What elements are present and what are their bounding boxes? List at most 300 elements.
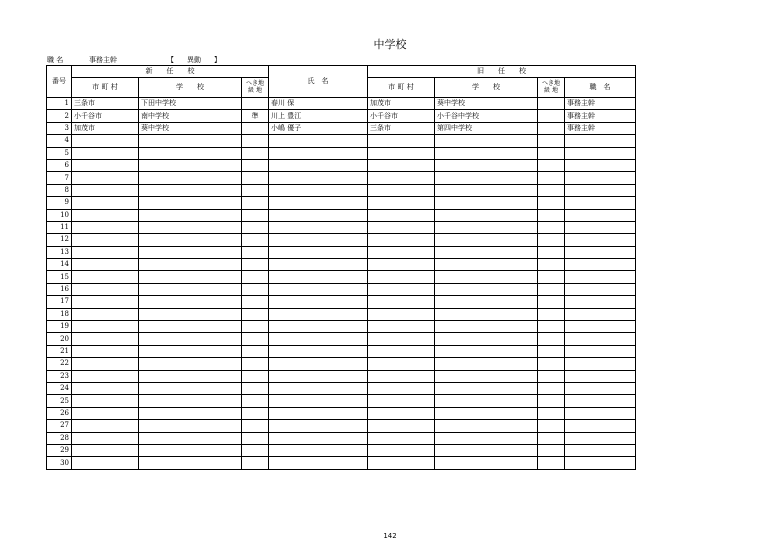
- new-school-cell: [139, 358, 242, 370]
- new-remote-cell: [242, 209, 269, 221]
- table-row: [47, 358, 636, 370]
- position-cell: 事務主幹: [565, 98, 636, 110]
- name-cell: [269, 395, 368, 407]
- row-number: 19: [47, 321, 72, 333]
- new-school-cell: [139, 172, 242, 184]
- old-remote-cell: [538, 110, 565, 122]
- position-cell: [565, 197, 636, 209]
- old-remote-cell: [538, 259, 565, 271]
- header-old-school-group: 旧 任 校: [368, 66, 636, 78]
- old-school-cell: [435, 147, 538, 159]
- name-cell: [269, 221, 368, 233]
- new-school-cell: [139, 457, 242, 469]
- old-city-cell: [368, 382, 435, 394]
- old-school-cell: [435, 271, 538, 283]
- header-number: 番号: [47, 66, 72, 98]
- new-school-cell: [139, 221, 242, 233]
- new-school-cell: [139, 197, 242, 209]
- new-school-cell: [139, 407, 242, 419]
- transfer-table: [46, 65, 636, 470]
- new-school-cell: [139, 209, 242, 221]
- position-cell: [565, 159, 636, 171]
- old-remote-cell: [538, 122, 565, 134]
- new-city-cell: [72, 296, 139, 308]
- table-row: [47, 283, 636, 295]
- table-row: [47, 246, 636, 258]
- new-remote-cell: [242, 444, 269, 456]
- new-school-cell: [139, 246, 242, 258]
- new-remote-cell: [242, 333, 269, 345]
- old-city-cell: [368, 184, 435, 196]
- position-cell: [565, 283, 636, 295]
- name-cell: 春川 保: [269, 98, 368, 110]
- new-city-cell: [72, 345, 139, 357]
- old-school-cell: [435, 246, 538, 258]
- header-new-school: 学 校: [139, 78, 242, 98]
- new-school-cell: [139, 444, 242, 456]
- position-cell: [565, 432, 636, 444]
- name-cell: [269, 234, 368, 246]
- old-school-cell: [435, 221, 538, 233]
- name-cell: [269, 358, 368, 370]
- new-city-cell: [72, 420, 139, 432]
- row-number: 28: [47, 432, 72, 444]
- old-remote-cell: [538, 358, 565, 370]
- new-remote-cell: 準: [242, 110, 269, 122]
- new-city-cell: [72, 259, 139, 271]
- new-school-cell: [139, 345, 242, 357]
- new-school-cell: [139, 308, 242, 320]
- new-city-cell: [72, 283, 139, 295]
- table-row: [47, 345, 636, 357]
- header-new-city: 市 町 村: [72, 78, 139, 98]
- new-remote-cell: [242, 432, 269, 444]
- position-cell: [565, 444, 636, 456]
- old-city-cell: [368, 432, 435, 444]
- old-school-cell: [435, 172, 538, 184]
- old-remote-cell: [538, 98, 565, 110]
- header-name: 氏 名: [269, 66, 368, 98]
- new-school-cell: [139, 147, 242, 159]
- row-number: 21: [47, 345, 72, 357]
- old-city-cell: [368, 321, 435, 333]
- new-remote-cell: [242, 345, 269, 357]
- old-school-cell: [435, 407, 538, 419]
- old-remote-cell: [538, 172, 565, 184]
- row-number: 3: [47, 122, 72, 134]
- new-city-cell: 加茂市: [72, 122, 139, 134]
- old-remote-cell: [538, 407, 565, 419]
- position-cell: [565, 382, 636, 394]
- old-school-cell: [435, 259, 538, 271]
- new-remote-cell: [242, 197, 269, 209]
- row-number: 24: [47, 382, 72, 394]
- old-remote-cell: [538, 283, 565, 295]
- table-row: [47, 184, 636, 196]
- new-remote-cell: [242, 234, 269, 246]
- position-cell: [565, 457, 636, 469]
- row-number: 27: [47, 420, 72, 432]
- new-city-cell: [72, 321, 139, 333]
- new-school-cell: [139, 333, 242, 345]
- new-city-cell: [72, 370, 139, 382]
- header-old-remote: へき地級 地: [538, 78, 565, 98]
- name-cell: [269, 333, 368, 345]
- old-school-cell: [435, 333, 538, 345]
- new-school-cell: [139, 271, 242, 283]
- old-school-cell: [435, 321, 538, 333]
- new-remote-cell: [242, 271, 269, 283]
- new-school-cell: [139, 259, 242, 271]
- name-cell: [269, 159, 368, 171]
- old-school-cell: [435, 234, 538, 246]
- table-row: [47, 308, 636, 320]
- position-cell: [565, 271, 636, 283]
- old-city-cell: [368, 221, 435, 233]
- new-remote-cell: [242, 122, 269, 134]
- header-old-city: 市 町 村: [368, 78, 435, 98]
- row-number: 18: [47, 308, 72, 320]
- new-city-cell: [72, 407, 139, 419]
- new-school-cell: [139, 321, 242, 333]
- old-remote-cell: [538, 370, 565, 382]
- old-remote-cell: [538, 197, 565, 209]
- header-new-school-group: 新 任 校: [72, 66, 269, 78]
- name-cell: [269, 407, 368, 419]
- new-city-cell: 三条市: [72, 98, 139, 110]
- new-remote-cell: [242, 283, 269, 295]
- name-cell: [269, 259, 368, 271]
- old-school-cell: [435, 283, 538, 295]
- name-cell: [269, 184, 368, 196]
- old-city-cell: 三条市: [368, 122, 435, 134]
- old-remote-cell: [538, 221, 565, 233]
- position-cell: [565, 221, 636, 233]
- old-remote-cell: [538, 345, 565, 357]
- position-cell: [565, 345, 636, 357]
- new-remote-cell: [242, 358, 269, 370]
- new-remote-cell: [242, 420, 269, 432]
- row-number: 5: [47, 147, 72, 159]
- name-cell: [269, 246, 368, 258]
- table-row: [47, 221, 636, 233]
- new-city-cell: [72, 221, 139, 233]
- name-cell: [269, 283, 368, 295]
- position-cell: [565, 395, 636, 407]
- old-remote-cell: [538, 246, 565, 258]
- position-cell: [565, 259, 636, 271]
- name-cell: [269, 432, 368, 444]
- old-city-cell: [368, 283, 435, 295]
- new-city-cell: [72, 308, 139, 320]
- old-remote-cell: [538, 333, 565, 345]
- row-number: 16: [47, 283, 72, 295]
- name-cell: [269, 296, 368, 308]
- name-cell: [269, 420, 368, 432]
- new-school-cell: [139, 395, 242, 407]
- row-number: 17: [47, 296, 72, 308]
- new-city-cell: [72, 333, 139, 345]
- position-cell: [565, 358, 636, 370]
- new-school-cell: [139, 370, 242, 382]
- old-school-cell: [435, 382, 538, 394]
- new-remote-cell: [242, 172, 269, 184]
- table-row: [47, 197, 636, 209]
- new-school-cell: 南中学校: [139, 110, 242, 122]
- row-number: 20: [47, 333, 72, 345]
- row-number: 7: [47, 172, 72, 184]
- name-cell: [269, 457, 368, 469]
- old-school-cell: [435, 420, 538, 432]
- row-number: 6: [47, 159, 72, 171]
- old-city-cell: [368, 395, 435, 407]
- name-cell: [269, 382, 368, 394]
- position-cell: [565, 209, 636, 221]
- new-school-cell: 葵中学校: [139, 122, 242, 134]
- old-remote-cell: [538, 308, 565, 320]
- old-city-cell: [368, 420, 435, 432]
- new-city-cell: [72, 172, 139, 184]
- position-cell: [565, 407, 636, 419]
- position-value: 事務主幹: [89, 56, 117, 64]
- old-school-cell: [435, 432, 538, 444]
- old-school-cell: [435, 370, 538, 382]
- old-remote-cell: [538, 432, 565, 444]
- table-row: [47, 432, 636, 444]
- position-cell: [565, 135, 636, 147]
- position-cell: [565, 234, 636, 246]
- old-school-cell: [435, 159, 538, 171]
- row-number: 10: [47, 209, 72, 221]
- table-row: [47, 209, 636, 221]
- bracket-open: 【: [167, 56, 174, 64]
- new-remote-cell: [242, 259, 269, 271]
- name-cell: [269, 197, 368, 209]
- old-school-cell: [435, 345, 538, 357]
- name-cell: [269, 444, 368, 456]
- new-city-cell: [72, 395, 139, 407]
- transfer-status: 異動: [187, 56, 201, 64]
- header-new-remote: へき地級 地: [242, 78, 269, 98]
- row-number: 13: [47, 246, 72, 258]
- new-city-cell: [72, 271, 139, 283]
- table-row: [47, 110, 636, 122]
- header-old-school: 学 校: [435, 78, 538, 98]
- name-cell: [269, 370, 368, 382]
- old-school-cell: [435, 135, 538, 147]
- table-row: [47, 296, 636, 308]
- old-school-cell: 小千谷中学校: [435, 110, 538, 122]
- name-cell: [269, 321, 368, 333]
- old-school-cell: [435, 209, 538, 221]
- old-remote-cell: [538, 159, 565, 171]
- old-city-cell: [368, 135, 435, 147]
- old-remote-cell: [538, 147, 565, 159]
- new-remote-cell: [242, 457, 269, 469]
- old-remote-cell: [538, 382, 565, 394]
- new-city-cell: [72, 444, 139, 456]
- old-remote-cell: [538, 395, 565, 407]
- position-cell: [565, 296, 636, 308]
- position-cell: [565, 172, 636, 184]
- table-row: [47, 321, 636, 333]
- old-remote-cell: [538, 271, 565, 283]
- new-remote-cell: [242, 382, 269, 394]
- new-remote-cell: [242, 184, 269, 196]
- old-city-cell: [368, 345, 435, 357]
- bracket-close: 】: [214, 56, 221, 64]
- old-school-cell: 葵中学校: [435, 98, 538, 110]
- old-remote-cell: [538, 321, 565, 333]
- row-number: 4: [47, 135, 72, 147]
- new-city-cell: [72, 246, 139, 258]
- table-row: [47, 135, 636, 147]
- new-city-cell: [72, 209, 139, 221]
- new-remote-cell: [242, 321, 269, 333]
- new-city-cell: [72, 197, 139, 209]
- old-city-cell: [368, 234, 435, 246]
- table-row: [47, 333, 636, 345]
- old-city-cell: [368, 358, 435, 370]
- new-school-cell: [139, 296, 242, 308]
- old-city-cell: [368, 246, 435, 258]
- name-cell: 川上 豊江: [269, 110, 368, 122]
- old-city-cell: [368, 407, 435, 419]
- table-row: [47, 259, 636, 271]
- row-number: 26: [47, 407, 72, 419]
- new-city-cell: [72, 159, 139, 171]
- old-remote-cell: [538, 184, 565, 196]
- old-remote-cell: [538, 444, 565, 456]
- row-number: 1: [47, 98, 72, 110]
- old-city-cell: [368, 271, 435, 283]
- position-cell: [565, 321, 636, 333]
- position-cell: [565, 246, 636, 258]
- position-cell: [565, 308, 636, 320]
- new-city-cell: [72, 234, 139, 246]
- header-position: 職 名: [565, 78, 636, 98]
- table-row: [47, 159, 636, 171]
- old-city-cell: [368, 308, 435, 320]
- old-city-cell: [368, 444, 435, 456]
- row-number: 25: [47, 395, 72, 407]
- new-city-cell: [72, 135, 139, 147]
- new-school-cell: [139, 135, 242, 147]
- new-remote-cell: [242, 308, 269, 320]
- old-school-cell: [435, 444, 538, 456]
- old-city-cell: [368, 259, 435, 271]
- row-number: 8: [47, 184, 72, 196]
- row-number: 23: [47, 370, 72, 382]
- new-school-cell: [139, 234, 242, 246]
- old-city-cell: [368, 370, 435, 382]
- name-cell: [269, 209, 368, 221]
- position-cell: [565, 420, 636, 432]
- position-cell: 事務主幹: [565, 122, 636, 134]
- page-title: 中学校: [373, 38, 407, 51]
- old-remote-cell: [538, 420, 565, 432]
- new-school-cell: [139, 283, 242, 295]
- old-school-cell: [435, 308, 538, 320]
- table-row: [47, 407, 636, 419]
- position-cell: [565, 370, 636, 382]
- name-cell: [269, 135, 368, 147]
- position-cell: [565, 184, 636, 196]
- row-number: 9: [47, 197, 72, 209]
- old-remote-cell: [538, 209, 565, 221]
- old-city-cell: [368, 159, 435, 171]
- old-school-cell: [435, 395, 538, 407]
- old-city-cell: [368, 333, 435, 345]
- table-row: [47, 271, 636, 283]
- row-number: 11: [47, 221, 72, 233]
- row-number: 12: [47, 234, 72, 246]
- table-row: [47, 147, 636, 159]
- table-row: [47, 172, 636, 184]
- name-cell: [269, 172, 368, 184]
- name-cell: [269, 147, 368, 159]
- old-school-cell: [435, 197, 538, 209]
- name-cell: [269, 271, 368, 283]
- position-label: 職 名: [47, 56, 64, 64]
- name-cell: 小嶋 優子: [269, 122, 368, 134]
- new-remote-cell: [242, 407, 269, 419]
- old-school-cell: [435, 457, 538, 469]
- new-school-cell: [139, 432, 242, 444]
- old-remote-cell: [538, 234, 565, 246]
- new-remote-cell: [242, 221, 269, 233]
- new-remote-cell: [242, 296, 269, 308]
- row-number: 29: [47, 444, 72, 456]
- new-remote-cell: [242, 370, 269, 382]
- page-number: 142: [383, 532, 397, 540]
- new-city-cell: [72, 184, 139, 196]
- new-school-cell: [139, 420, 242, 432]
- new-school-cell: [139, 184, 242, 196]
- row-number: 14: [47, 259, 72, 271]
- old-school-cell: [435, 184, 538, 196]
- old-school-cell: 第四中学校: [435, 122, 538, 134]
- new-city-cell: [72, 457, 139, 469]
- old-city-cell: 加茂市: [368, 98, 435, 110]
- old-school-cell: [435, 358, 538, 370]
- new-city-cell: [72, 358, 139, 370]
- position-cell: [565, 147, 636, 159]
- old-city-cell: [368, 296, 435, 308]
- table-row: [47, 122, 636, 134]
- table-row: [47, 420, 636, 432]
- table-row: [47, 457, 636, 469]
- new-city-cell: 小千谷市: [72, 110, 139, 122]
- new-remote-cell: [242, 246, 269, 258]
- new-remote-cell: [242, 135, 269, 147]
- new-remote-cell: [242, 395, 269, 407]
- old-city-cell: [368, 147, 435, 159]
- table-row: [47, 234, 636, 246]
- name-cell: [269, 345, 368, 357]
- new-remote-cell: [242, 159, 269, 171]
- new-city-cell: [72, 147, 139, 159]
- new-school-cell: [139, 382, 242, 394]
- row-number: 22: [47, 358, 72, 370]
- table-row: [47, 370, 636, 382]
- old-remote-cell: [538, 296, 565, 308]
- old-remote-cell: [538, 135, 565, 147]
- new-remote-cell: [242, 98, 269, 110]
- row-number: 15: [47, 271, 72, 283]
- new-school-cell: [139, 159, 242, 171]
- table-row: [47, 382, 636, 394]
